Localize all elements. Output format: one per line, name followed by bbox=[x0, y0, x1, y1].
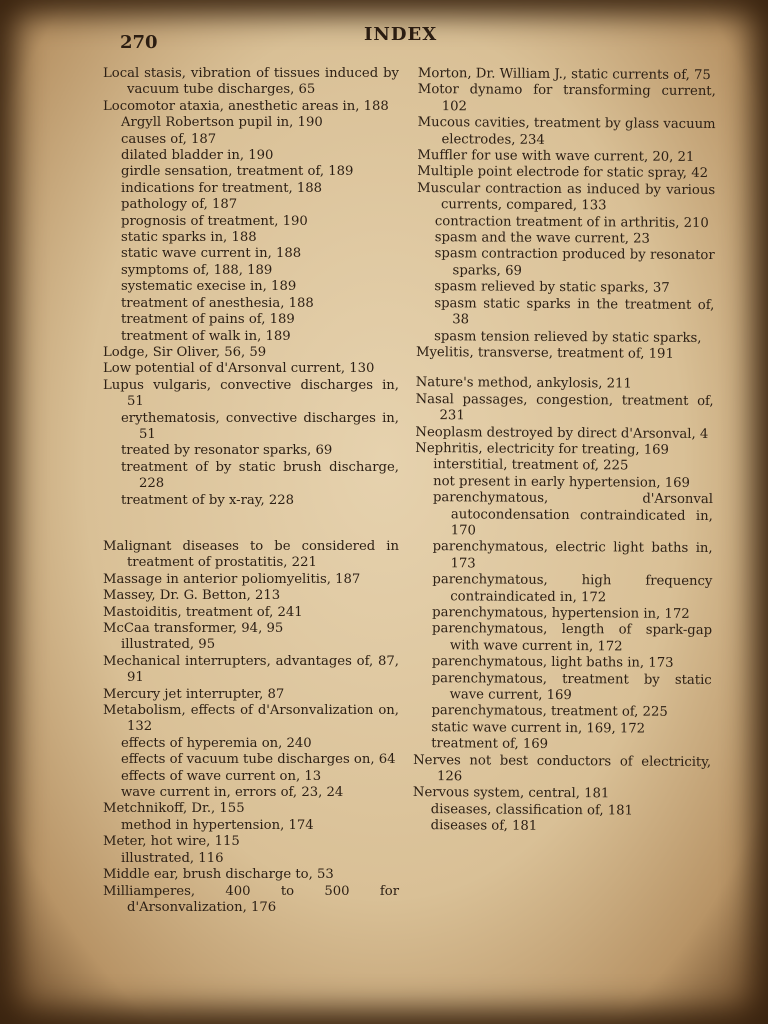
index-entry: Meter, hot wire, 115 bbox=[103, 834, 240, 850]
index-subentry: effects of hyperemia on, 240 bbox=[121, 735, 312, 751]
page-header bbox=[0, 24, 768, 54]
index-subentry: effects of wave current on, 13 bbox=[121, 768, 322, 784]
index-entry: Nasal passages, congestion, treatment of, 231 bbox=[415, 391, 714, 424]
index-subentry: parenchymatous, hypertension in, 172 bbox=[432, 605, 690, 622]
index-entry: Lodge, Sir Oliver, 56, 59 bbox=[103, 344, 267, 360]
index-subentry: treatment of walk in, 189 bbox=[121, 328, 291, 344]
index-entry: Neoplasm destroyed by direct d'Arsonval, 4 bbox=[415, 424, 709, 442]
index-entry: Metabolism, effects of d'Arsonvalization on, 132 bbox=[103, 703, 399, 735]
index-entry: Middle ear, brush discharge to, 53 bbox=[103, 867, 334, 883]
index-subentry: effects of vacuum tube discharges on, 64 bbox=[121, 752, 396, 768]
index-subentry: erythematosis, convective discharges in, 51 bbox=[121, 410, 399, 442]
index-subentry: causes of, 187 bbox=[121, 131, 217, 147]
index-subentry: treated by resonator sparks, 69 bbox=[121, 443, 333, 459]
page-number: 270 bbox=[120, 32, 158, 53]
index-subentry: treatment of by x-ray, 228 bbox=[121, 492, 295, 508]
index-subentry: prognosis of treatment, 190 bbox=[121, 213, 308, 229]
index-column-left bbox=[103, 66, 399, 916]
index-entry: Myelitis, transverse, treatment of, 191 bbox=[415, 344, 674, 362]
index-entry: Multiple point electrode for static spray, 42 bbox=[417, 164, 709, 182]
page-title: INDEX bbox=[364, 24, 438, 45]
index-subentry: systematic execise in, 189 bbox=[121, 279, 297, 295]
index-subentry: parenchymatous, treatment by static wave current, 169 bbox=[431, 670, 712, 704]
index-subentry: static wave current in, 169, 172 bbox=[431, 719, 646, 737]
index-subentry: treatment of pains of, 189 bbox=[121, 312, 295, 328]
index-subentry: contraction treatment of in arthritis, 210 bbox=[434, 213, 709, 231]
index-entry: Mechanical interrupters, advantages of, 87, 91 bbox=[103, 653, 399, 686]
index-entry: Metchnikoff, Dr., 155 bbox=[103, 801, 245, 817]
index-entry: Nerves not best conductors of electricity, 126 bbox=[413, 752, 712, 785]
index-subentry: treatment of, 169 bbox=[431, 736, 549, 753]
index-subentry: spasm contraction produced by resonator sparks, 69 bbox=[434, 246, 715, 279]
index-entry: Malignant diseases to be considered in treatment of prostatitis, 221 bbox=[103, 538, 399, 571]
index-subentry: parenchymatous, light baths in, 173 bbox=[431, 654, 674, 672]
index-subentry: illustrated, 95 bbox=[121, 637, 216, 653]
index-subentry: treatment of anesthesia, 188 bbox=[121, 295, 314, 311]
index-subentry: illustrated, 116 bbox=[121, 850, 224, 866]
index-entry: Nervous system, central, 181 bbox=[412, 785, 610, 802]
index-subentry: dilated bladder in, 190 bbox=[121, 148, 274, 164]
index-subentry: diseases of, 181 bbox=[430, 818, 538, 835]
index-entry: Nature's method, ankylosis, 211 bbox=[415, 375, 632, 392]
index-subentry: indications for treatment, 188 bbox=[121, 180, 323, 196]
index-entry: Massage in anterior poliomyelitis, 187 bbox=[103, 571, 361, 587]
index-entry: Muscular contraction as induced by various currents, compared, 133 bbox=[417, 180, 716, 214]
index-entry: Mucous cavities, treatment by glass vacuum electrodes, 234 bbox=[417, 115, 716, 148]
index-subentry: Argyll Robertson pupil in, 190 bbox=[121, 115, 323, 131]
index-entry: Nephritis, electricity for treating, 169 bbox=[415, 440, 670, 458]
index-entry: Motor dynamo for transforming current, 102 bbox=[417, 82, 716, 115]
section-gap bbox=[103, 509, 399, 539]
index-subentry: interstitial, treatment of, 225 bbox=[433, 457, 629, 474]
index-entry: Morton, Dr. William J., static currents of, 75 bbox=[417, 66, 711, 84]
index-entry: Mercury jet interrupter, 87 bbox=[103, 686, 285, 702]
index-subentry: spasm tension relieved by static sparks, bbox=[434, 328, 702, 346]
index-subentry: spasm static sparks in the treatment of, 38 bbox=[434, 295, 715, 328]
index-entry: Locomotor ataxia, anesthetic areas in, 188 bbox=[103, 98, 389, 114]
index-column-right bbox=[413, 66, 716, 837]
index-subentry: spasm relieved by static sparks, 37 bbox=[434, 279, 670, 297]
index-subentry: pathology of, 187 bbox=[121, 197, 238, 213]
index-subentry: diseases, classification of, 181 bbox=[430, 801, 633, 819]
index-entry: Local stasis, vibration of tissues induced by vacuum tube discharges, 65 bbox=[103, 66, 399, 98]
index-entry: Muffler for use with wave current, 20, 21 bbox=[417, 148, 695, 165]
index-subentry: static wave current in, 188 bbox=[121, 246, 302, 262]
index-subentry: not present in early hypertension, 169 bbox=[433, 473, 690, 491]
index-subentry: parenchymatous, high frequency contraindicated in, 172 bbox=[432, 572, 713, 605]
index-subentry: parenchymatous, electric light baths in, 173 bbox=[432, 539, 713, 572]
index-entry: Mastoiditis, treatment of, 241 bbox=[103, 604, 303, 620]
index-entry: Milliamperes, 400 to 500 for d'Arsonvalization, 176 bbox=[103, 883, 399, 915]
index-subentry: method in hypertension, 174 bbox=[121, 817, 314, 833]
index-entry: McCaa transformer, 94, 95 bbox=[103, 621, 284, 636]
index-entry: Massey, Dr. G. Betton, 213 bbox=[103, 588, 281, 604]
index-subentry: spasm and the wave current, 23 bbox=[434, 230, 651, 247]
index-subentry: treatment of by static brush discharge, 228 bbox=[121, 459, 399, 492]
index-entry: Low potential of d'Arsonval current, 130 bbox=[103, 361, 375, 377]
index-subentry: parenchymatous, treatment of, 225 bbox=[431, 703, 668, 721]
index-subentry: parenchymatous, d'Arsonval autocondensation contraindicated in, 170 bbox=[432, 490, 714, 539]
index-entry: Lupus vulgaris, convective discharges in, 51 bbox=[103, 377, 399, 410]
index-subentry: wave current in, errors of, 23, 24 bbox=[121, 785, 344, 801]
index-subentry: symptoms of, 188, 189 bbox=[121, 262, 273, 278]
index-subentry: static sparks in, 188 bbox=[121, 230, 257, 246]
index-subentry: parenchymatous, length of spark-gap with wave current in, 172 bbox=[432, 621, 713, 655]
index-subentry: girdle sensation, treatment of, 189 bbox=[121, 164, 354, 180]
